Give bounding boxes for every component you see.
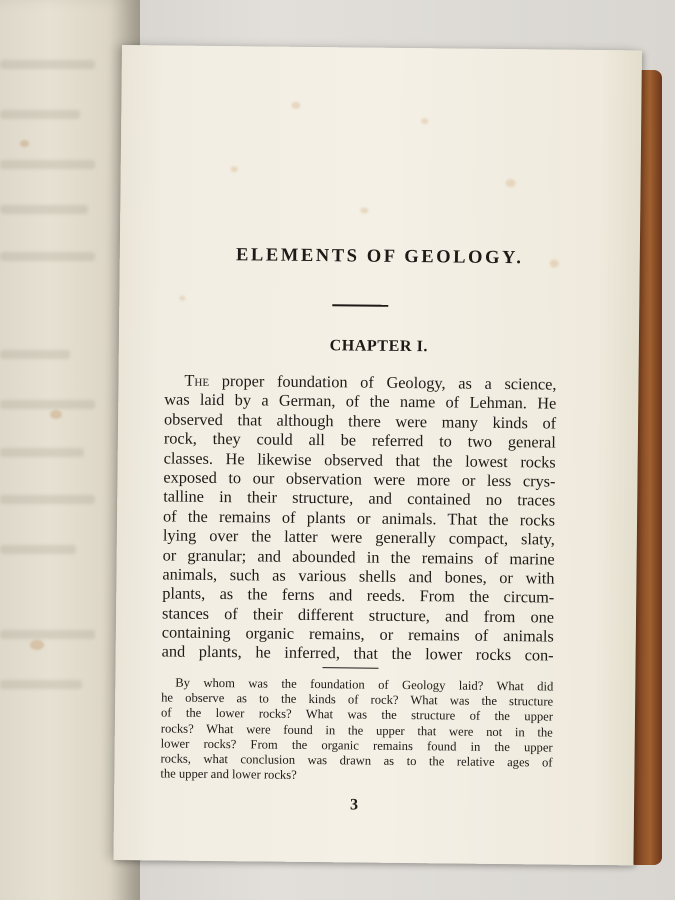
foxing-spot bbox=[20, 140, 29, 147]
bleed-through-line bbox=[0, 400, 95, 409]
bleed-through-line bbox=[0, 160, 95, 169]
bleed-through-line bbox=[0, 545, 76, 554]
body-line: of the remains of plants or animals. That the rocks bbox=[162, 506, 556, 530]
foxing-spot bbox=[50, 410, 62, 419]
question-line: By whom was the foundation of Geology laid? What did bbox=[175, 675, 554, 694]
body-line: or granular; and abounded in the remains of marine bbox=[162, 544, 555, 569]
body-line: and plants, he inferred, that the lower rocks con- bbox=[161, 641, 554, 666]
body-line: observed that although there were many kinds of bbox=[163, 409, 557, 433]
page-number: 3 bbox=[349, 796, 359, 814]
bleed-through-line bbox=[0, 205, 88, 214]
question-line: lower rocks? From the organic remains found in the upper bbox=[160, 736, 553, 755]
body-line: stances of their different structure, and from one bbox=[161, 603, 555, 627]
question-line: rocks, what conclusion was drawn as to the relative ages of bbox=[160, 751, 553, 770]
footnote-rule bbox=[322, 667, 378, 669]
foxing-spot bbox=[360, 208, 368, 214]
running-title: ELEMENTS OF GEOLOGY. bbox=[235, 245, 524, 269]
body-line: containing organic remains, or remains of animals bbox=[161, 622, 554, 646]
study-questions bbox=[160, 675, 553, 785]
question-line: rocks? What were found in the upper that were not in the bbox=[160, 721, 553, 740]
body-line: rock, they could all be referred to two general bbox=[163, 428, 556, 452]
body-line: talline in their structure, and contained no traces bbox=[163, 486, 556, 510]
bleed-through-line bbox=[0, 252, 95, 261]
bleed-through-line bbox=[0, 350, 70, 359]
body-line: lying over the latter were generally compact, slaty, bbox=[162, 525, 555, 549]
foxing-spot bbox=[30, 640, 44, 650]
bleed-through-line bbox=[0, 448, 84, 457]
body-line-text: proper foundation of Geology, as a science, bbox=[209, 370, 557, 394]
body-line: was laid by a German, of the name of Lehman. He bbox=[164, 389, 557, 413]
bleed-through-line bbox=[0, 630, 95, 639]
question-line: he observe as to the kinds of rock? What was the structure bbox=[161, 690, 554, 709]
bleed-through-line bbox=[0, 60, 95, 69]
foxing-spot bbox=[231, 166, 238, 172]
body-line: classes. He likewise observed that the lowest rocks bbox=[163, 448, 556, 472]
foxing-spot bbox=[421, 118, 428, 124]
body-line: plants, as the ferns and reeds. From the circum- bbox=[162, 583, 555, 607]
bleed-through-line bbox=[0, 680, 82, 689]
foxing-spot bbox=[291, 102, 300, 109]
body-line: exposed to our observation were more or less crys- bbox=[163, 467, 556, 491]
body-text bbox=[162, 370, 557, 665]
question-line: of the lower rocks? What was the structure of the upper bbox=[160, 705, 554, 724]
chapter-heading: CHAPTER I. bbox=[329, 337, 429, 356]
bleed-through-line bbox=[0, 495, 95, 504]
book-page bbox=[113, 45, 642, 865]
foxing-spot bbox=[179, 296, 185, 301]
bleed-through-line bbox=[0, 110, 80, 119]
body-line: animals, such as various shells and bones, or with bbox=[162, 564, 555, 588]
foxing-spot bbox=[506, 179, 516, 187]
question-line: the upper and lower rocks? bbox=[160, 766, 297, 782]
title-rule bbox=[332, 304, 388, 307]
opening-word: The bbox=[184, 370, 210, 390]
